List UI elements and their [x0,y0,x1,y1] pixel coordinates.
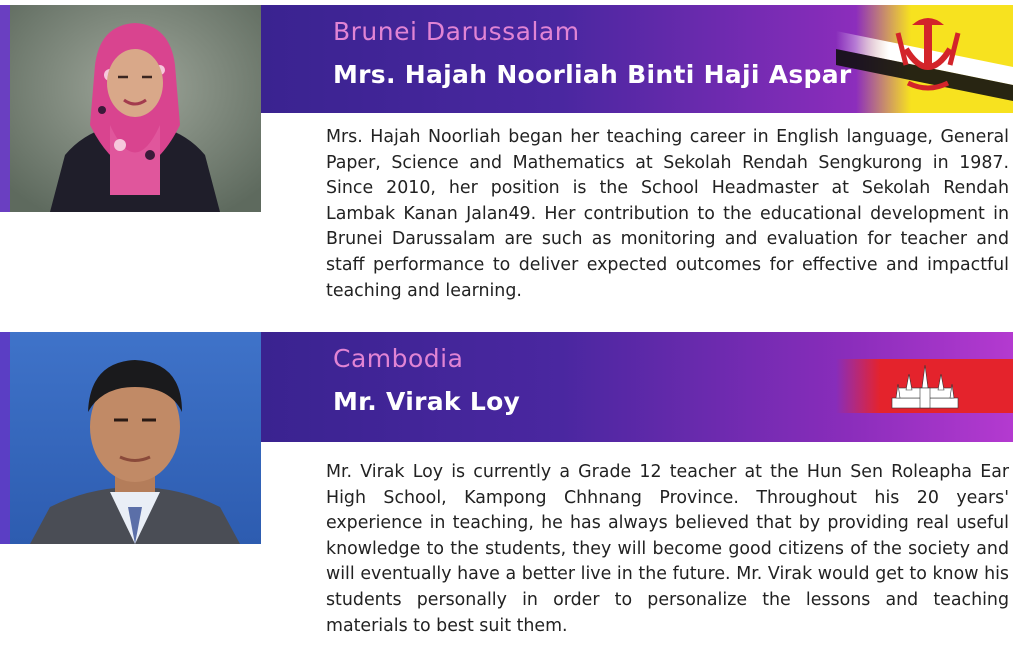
cambodia-flag-icon [836,332,1013,442]
biography-text: Mrs. Hajah Noorliah began her teaching career in English language, General Paper, Science and Mathematics at Sekolah Rendah Sengkurong in 1987. Since 2010, her position is the School Headmaster at Sekolah Rendah Lambak Kanan Jalan49. Her contribution to the educational development in Brunei Darussalam are such as monitoring and evaluation for teacher and staff performance to deliver expected outcomes for effective and impactful teaching and learning. [326,127,1009,301]
accent-bar [0,332,10,544]
biography-text: Mr. Virak Loy is currently a Grade 12 teacher at the Hun Sen Roleapha Ear High School, Kampong Chhnang Province. Throughout his 20 years' experience in teaching, he has always believed that by providing real useful knowledge to the students, they will become good citizens of the society and will eventually have a better live in the future. Mr. Virak would get to know his students personally in order to personalize the lessons and teaching materials to best suit them. [326,462,1009,636]
person-name: Mrs. Hajah Noorliah Binti Haji Aspar [333,60,852,89]
profile-card-cambodia [0,332,1015,648]
person-name: Mr. Virak Loy [333,387,521,416]
country-name: Brunei Darussalam [333,17,580,46]
country-name: Cambodia [333,344,464,373]
portrait-photo [10,332,261,544]
portrait-photo [10,5,261,212]
profile-card-brunei [0,0,1015,320]
profile-header-banner [261,332,1013,442]
profile-header-banner [261,5,1013,113]
brunei-flag-icon [836,5,1013,113]
accent-bar [0,5,10,212]
